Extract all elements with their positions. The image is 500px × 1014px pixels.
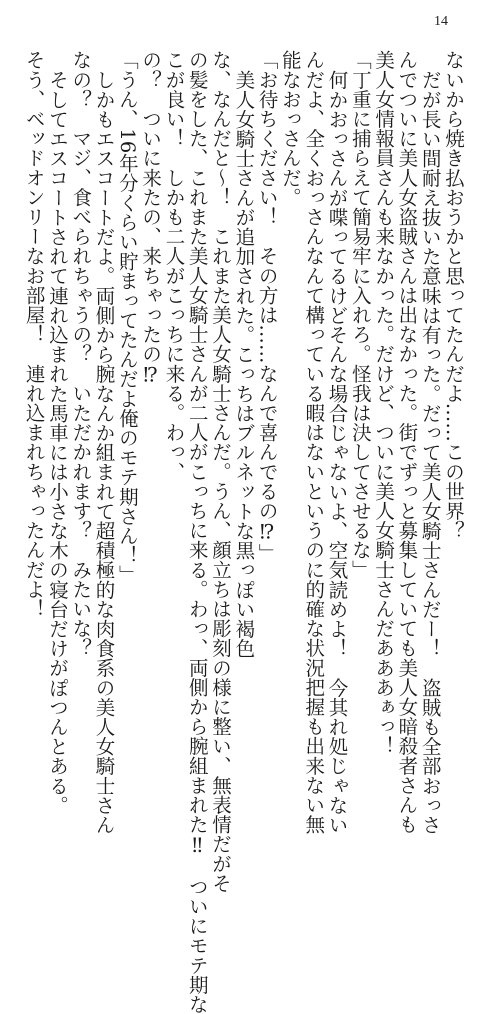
text-line: 「丁重に捕らえて簡易牢に入れろ。怪我は決してさせるな」 [348,50,372,580]
text-line: な、なんだと〜！ これまた美人女騎士さんだ。うん、顔立ちは彫刻の様に整い、無表情だがそ [209,50,233,893]
text-line: 能なおっさんだ。 [278,50,302,207]
text-line: なの？ マジ、食べられちゃうの？ いただかれます？ みたいな？ [69,50,93,658]
text-line: そしてエスコートされて連れ込まれた馬車には小さな木の寝台だけがぽつんとある。 [45,69,69,815]
text-line: の？ ついに来たの、来ちゃったの⁉ [139,50,163,387]
text-line: んだよ、全くおっさんなんて構っている暇はないというのに的確な状況把握も出来ない無 [302,50,326,834]
text-line: そう、ベッドオンリーなお部屋！ 連れ込まれちゃったんだよ！ [22,50,46,619]
text-line: んでついに美人女盗賊さんは出なかった。街でずっと募集していても美人女暗殺者さんも [395,50,419,834]
text-line: こが良い！ しかも二人がこっちに来る。わっ、 [162,50,186,482]
body-text [22,50,465,1014]
text-line: だが長い間耐え抜いた意味は有った。だって美人女騎士さんだー！ 盗賊も全部おっさ [418,69,442,834]
text-line: 「うん、16年分くらい貯まってたんだよ俺のモテ期さん！」 [115,50,139,585]
text-line: 何かおっさんが喋ってるけどそんな場合じゃないよ、空気読めよ！ 今其れ処じゃない [325,69,349,834]
text-line: 美人女騎士さんが追加された。こっちはブルネットな黒っぽい褐色 [232,69,256,658]
text-line: ないから焼き払おうかと思ってたんだよ……この世界？ [442,50,465,540]
text-line: 「お待ちください！ その方は……なんで喜んでるの⁉」 [255,50,279,564]
page-number: 14 [434,14,448,29]
text-line: の髪をした、これまた美人女騎士さんが二人がこっちに来る。わっ、両側から腕組まれた‼ ついにモテ期な [185,50,209,1014]
text-line: しかもエスコートだよ。両側から腕なんか組まれて超積極的な肉食系の美人女騎士さん [92,69,116,834]
text-line: 美人女情報員さんも来なかった。だけど、ついに美人女騎士さんだあああぁっ！ [372,50,396,756]
